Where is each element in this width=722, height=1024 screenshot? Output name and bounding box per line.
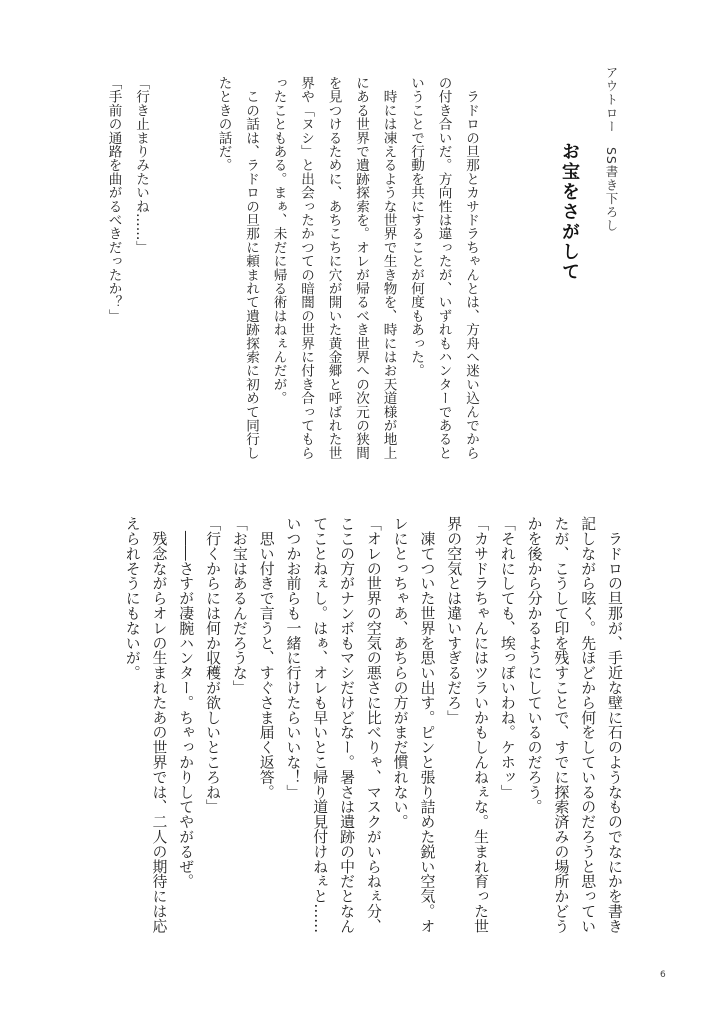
text-line [154,76,182,460]
text-line: を見つけるために、あちこちに穴が開いた黄金郷と呼ばれた世 [325,76,342,460]
text-line: この話は、ラドロの旦那に頼まれて遺跡探索に初めて同行し [243,76,259,460]
lower-text-block [119,516,628,933]
text-line: レにとっちゃあ、あちらの方がまだ慣れない。 [391,516,410,829]
text-line: 「オレの世界の空気の悪さに比べりゃ、マスクがいらねぇ分、 [364,516,383,934]
text-line: てことねぇし。はぁ、オレも早いとこ帰り道見付けねぇと…… [311,516,330,934]
text-line: いうことで行動を共にすることが何度もあった。 [408,76,424,378]
story-title: お宝をさがして [559,142,580,282]
text-line: いつかお前らも一緒に行けたらいいな！」 [284,516,303,800]
text-line: 「行くからには何か収穫が欲しいところね」 [204,516,223,814]
upper-text-block [99,76,484,460]
text-line: 界の空気とは違いすぎるだろ」 [445,516,464,725]
text-line: 思い付きで言うと、すぐさま届く返答。 [257,516,276,800]
text-line: 記しながら呟く。先ほどから何をしているのだろうと思ってい [579,516,598,934]
text-line: 界や「ヌシ」と出会ったかつての暗闇の世界に付き合ってもら [298,76,314,460]
text-line: 残念ながらオレの生まれたあの世界では、二人の期待には応 [150,516,169,934]
text-line: の付き合いだ。方向性は違ったが、いずれもハンターであると [435,76,452,460]
text-line: ここの方がナンボもマシだけどなー。暑さは遺跡の中だとなん [338,516,357,934]
text-line: かを後から分かるようにしているのだろう。 [525,516,544,814]
text-line: 「行き止まりみたいね……」 [133,76,149,255]
page-number: 6 [660,970,666,980]
text-line: ラドロの旦那とカサドラちゃんとは、方舟へ迷い込んでから [463,76,479,460]
text-line: たが、こうして印を残すことで、すでに探索済みの場所かどう [552,516,571,934]
text-line: ラドロの旦那が、手近な壁に石のようなものでなにかを書き [606,516,624,934]
section-header: アウトロー SS書き下ろし [604,66,619,233]
text-line: 凍てついた世界を思い出す。ピンと張り詰めた鋭い空気。オ [418,516,437,934]
text-line: 「手前の通路を曲がるべきだったか？」 [105,76,122,323]
text-line: 「それにしても、埃っぽいわね。ケホッ」 [498,516,517,800]
text-line [182,76,210,460]
text-line: 時には凍えるような世界で生き物を、時にはお天道様が地上 [380,76,397,460]
text-line: ったこともある。まぁ、未だに帰る術はねぇんだが。 [270,76,287,405]
text-line: 「カサドラちゃんにはツラいかもしんねぇな。生まれ育った世 [472,516,491,934]
text-line: にある世界で遺跡探索を。オレが帰るべき世界への次元の狭間 [353,76,369,460]
text-line: ――さすが凄腕ハンター。ちゃっかりしてやがるぜ。 [177,516,196,889]
text-line: えられそうにもないが。 [123,516,142,680]
text-line: たときの話だ。 [215,76,232,172]
text-line: 「お宝はあるんだろうな」 [230,516,249,695]
